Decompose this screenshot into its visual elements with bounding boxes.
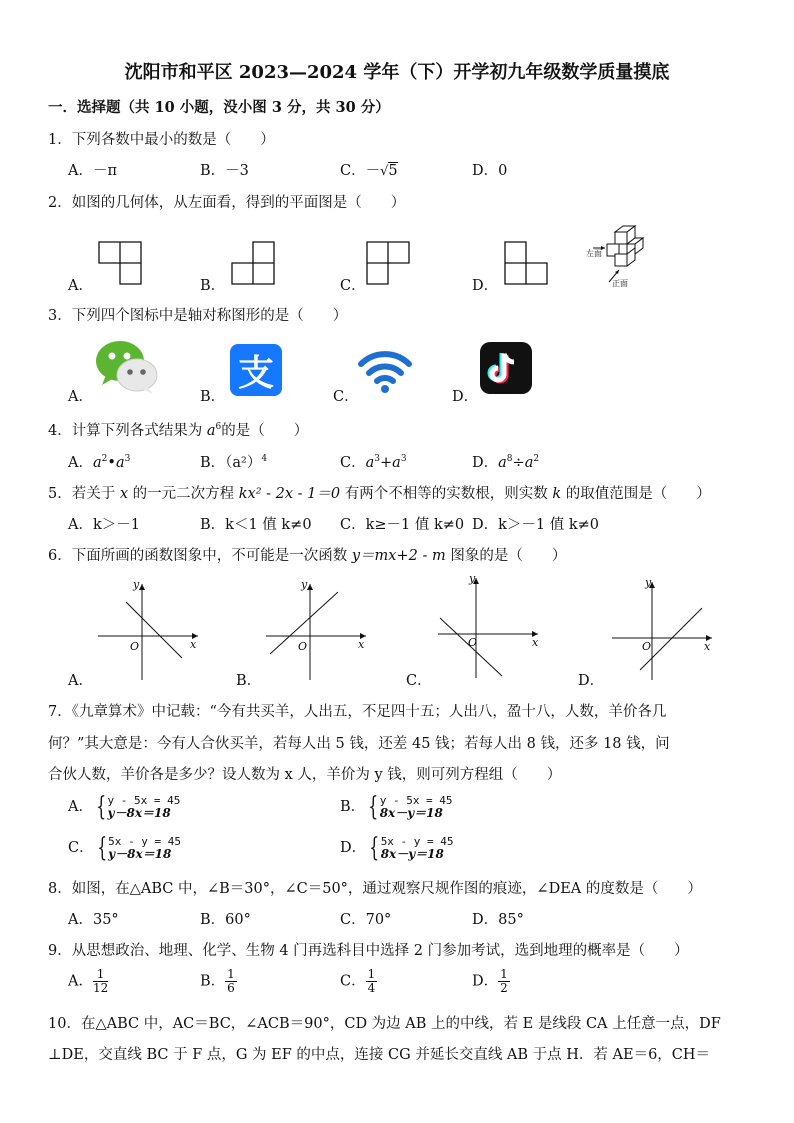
q2-figure-b [232,242,274,284]
q6d-origin: O [642,640,652,653]
question-3-stem: 3．下列四个图标中是轴对称图形的是（ ） [48,308,348,324]
q8-option-a: A．35° [68,912,119,928]
q6-option-b: B． [236,673,262,689]
q5-option-b: B．k＜1 值 k≠0 [200,517,312,533]
q3-option-c: C． [333,389,359,405]
q7-option-d: D． { 5x - y = 45 8x－y＝18 [340,833,454,863]
q9-option-b: B． $\frac{1}{6}$ [200,967,235,995]
question-4-stem: 4．计算下列各式结果为 $a^6$的是（ ） [48,422,309,439]
q2-figure-a [99,242,141,284]
q6-graph-c [436,572,540,680]
q5-option-d: D．k＞－1 值 k≠0 [472,517,600,533]
q8-option-c: C．70° [340,912,392,928]
q3-option-b: B． [200,389,226,405]
question-7-line-2: 何？”其大意是：今有人合伙买羊，若每人出 5 钱，还差 45 钱；若每人出 8 钱，还多 18 钱，问 [48,736,670,752]
q7-option-a: A． { y - 5x = 45 y－8x＝18 [68,792,181,822]
q3-option-d: D． [452,389,479,405]
q6-option-d: D． [578,673,605,689]
question-6-stem: 6．下面所画的函数图象中，不可能是一次函数 y＝mx+2 - m 图象的是（ ） [48,548,567,564]
q7-option-b: B． { y - 5x = 45 8x－y＝18 [340,792,453,822]
wechat-icon [96,339,158,395]
q8-option-d: D．85° [472,912,524,928]
q2-option-a: A． [68,278,93,294]
q1-option-a: A．－π [68,163,118,179]
q9-option-c: C． $\frac{1}{4}$ [340,967,376,995]
q9-option-d: D． $\frac{1}{2}$ [472,967,508,995]
q6a-y-label: y [133,578,140,591]
q1-option-d: D．0 [472,163,508,179]
q7-option-c: C． { 5x - y = 45 y－8x＝18 [68,833,182,863]
q5-option-a: A．k＞－1 [68,517,140,533]
question-8-stem: 8．如图，在△ABC 中，∠B＝30°，∠C＝50°，通过观察尺规作图的痕迹，∠DEA 的度数是（ ） [48,881,702,897]
q3-option-a: A． [68,389,93,405]
q2-option-b: B． [200,278,226,294]
q5-option-c: C．k≥－1 值 k≠0 [340,517,465,533]
q4-option-a: A．$a^2•a^3$ [68,454,131,471]
wifi-icon [358,348,412,394]
q2-figure-d [505,242,547,284]
q4-option-b: B．$(a^2)^4$ [200,454,268,471]
question-5-stem: 5．若关于 x 的一元二次方程 kx² - 2x - 1＝0 有两个不相等的实数根，则实数 k 的取值范围是（ ） [48,486,711,502]
q8-option-b: B．60° [200,912,251,928]
question-10-line-2: ⊥DE，交直线 BC 于 F 点，G 为 EF 的中点，连接 CG 并延长交直线 AB 于点 H．若 AE＝6，CH＝ [48,1047,711,1063]
question-2-stem: 2．如图的几何体，从左面看，得到的平面图是（ ） [48,195,406,211]
q1-option-c: C．－√5 [340,163,398,179]
q6c-y-label: y [469,572,476,585]
q6c-origin: O [468,636,478,649]
q6-graph-b [264,578,368,682]
q6d-y-label: y [645,576,652,589]
q2-option-d: D． [472,278,499,294]
q2-option-c: C． [340,278,366,294]
question-7-line-3: 合伙人数，羊价各是多少？设人数为 x 人，羊价为 y 钱，则可列方程组（ ） [48,767,562,783]
alipay-icon: 支 [230,344,282,396]
q6d-x-label: x [704,640,711,653]
q6b-y-label: y [301,578,308,591]
q6-option-c: C． [406,673,432,689]
q6b-origin: O [298,640,308,653]
q9-option-a: A． $\frac{1}{12}$ [68,967,109,995]
q6b-x-label: x [358,638,365,651]
q6-graph-a [96,578,200,682]
question-10-line-1: 10．在△ABC 中，AC＝BC，∠ACB＝90°，CD 为边 AB 上的中线，若 E 是线段 CA 上任意一点，DF [48,1016,721,1032]
left-view-label: 左面 [586,249,602,258]
question-9-stem: 9．从思想政治、地理、化学、生物 4 门再选科目中选择 2 门参加考试，选到地理的概率是（ ） [48,943,689,959]
question-1-stem: 1．下列各数中最小的数是（ ） [48,132,275,148]
q1-option-b: B．－3 [200,163,249,179]
page-title: 沈阳市和平区 2023—2024 学年（下）开学初九年级数学质量摸底 [124,62,670,83]
q6-option-a: A． [68,673,93,689]
tiktok-icon [480,342,532,394]
q4-option-c: C．$a^3+a^3$ [340,454,407,471]
q6-graph-d [610,576,714,682]
q6a-x-label: x [190,638,197,651]
front-view-label: 正面 [612,279,628,288]
question-7-line-1: 7．《九章算术》中记载：“今有共买羊，人出五，不足四十五；人出八，盈十八，人数，羊价各几 [48,704,667,720]
section-heading: 一．选择题（共 10 小题，没小图 3 分，共 30 分） [48,99,390,116]
q6c-x-label: x [532,636,539,649]
q4-option-d: D．$a^8\div a^2$ [472,454,540,471]
q2-figure-c [367,242,409,284]
q6a-origin: O [130,640,140,653]
